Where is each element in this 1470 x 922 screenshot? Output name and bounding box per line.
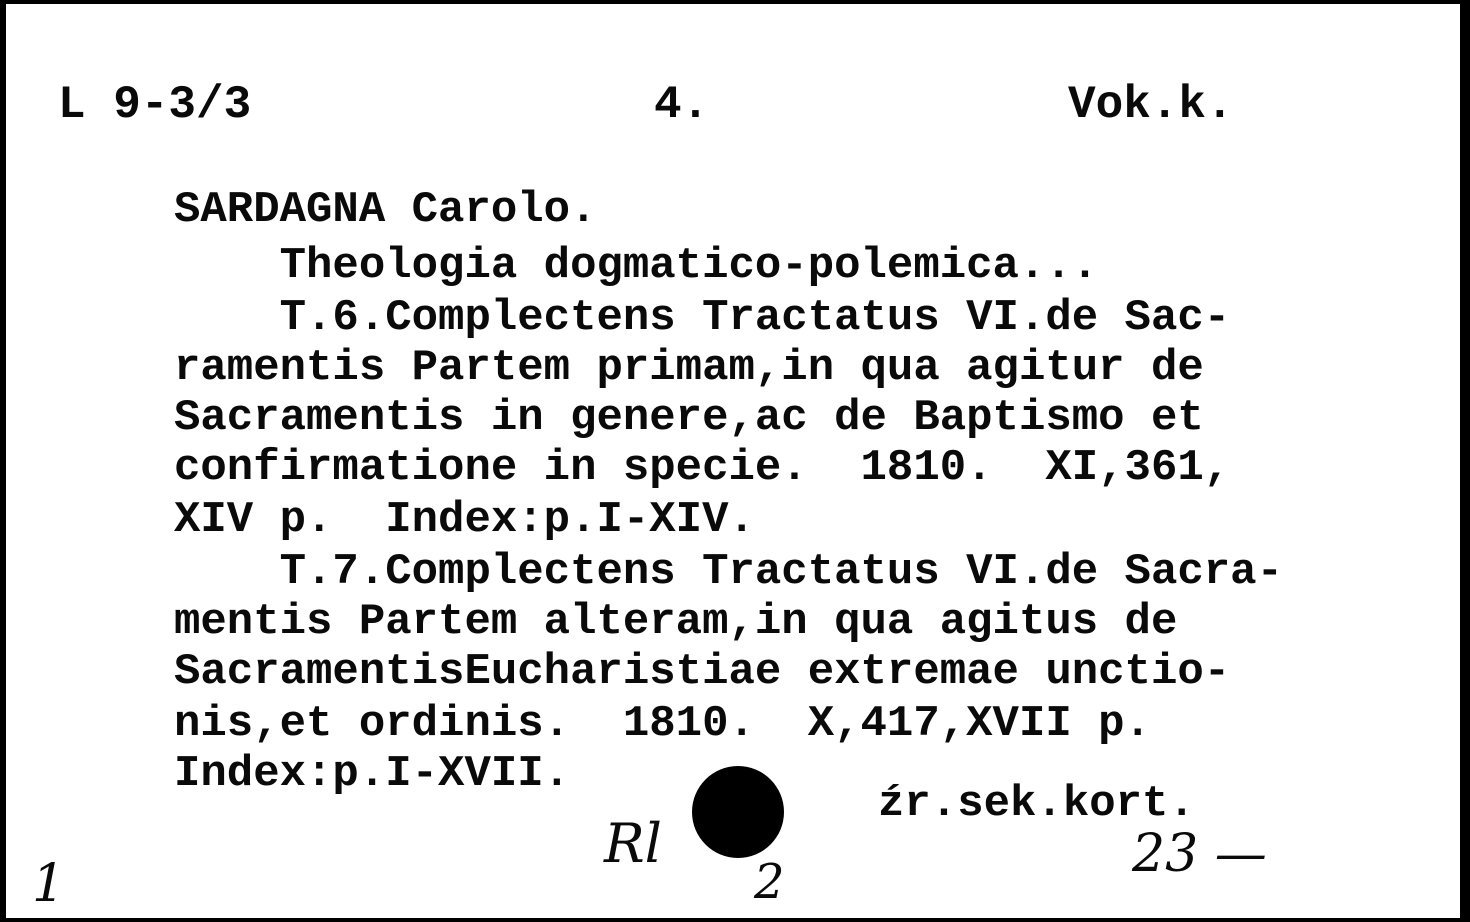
entry-line: Index:p.I-XVII.: [174, 749, 571, 799]
handwritten-initials: Rl: [604, 812, 662, 875]
entry-line: SacramentisEucharistiae extremae unctio-: [174, 647, 1231, 697]
handwritten-count: 23 —: [1132, 824, 1267, 884]
entry-line: confirmatione in specie. 1810. XI,361,: [174, 443, 1231, 493]
card-number: 4.: [654, 79, 710, 131]
entry-line: mentis Partem alteram,in qua agitus de: [174, 597, 1178, 647]
entry-line: Theologia dogmatico-polemica...: [174, 241, 1099, 291]
shelfmark: L 9-3/3: [58, 79, 252, 131]
entry-line: T.6.Complectens Tractatus VI.de Sac-: [174, 293, 1231, 343]
handwritten-number: 1: [32, 854, 66, 914]
entry-line: Sacramentis in genere,ac de Baptismo et: [174, 393, 1204, 443]
punch-hole: [692, 766, 784, 858]
entry-line: ramentis Partem primam,in qua agitur de: [174, 343, 1204, 393]
catalog-card: [6, 4, 1460, 918]
provenance-note: źr.sek.kort.: [878, 779, 1195, 829]
author-heading: SARDAGNA Carolo.: [174, 185, 597, 235]
location-code: Vok.k.: [1068, 79, 1234, 131]
entry-line: nis,et ordinis. 1810. X,417,XVII p.: [174, 699, 1151, 749]
entry-line: XIV p. Index:p.I-XIV.: [174, 495, 755, 545]
handwritten-mark: 2: [754, 854, 785, 910]
entry-line: T.7.Complectens Tractatus VI.de Sacra-: [174, 547, 1283, 597]
